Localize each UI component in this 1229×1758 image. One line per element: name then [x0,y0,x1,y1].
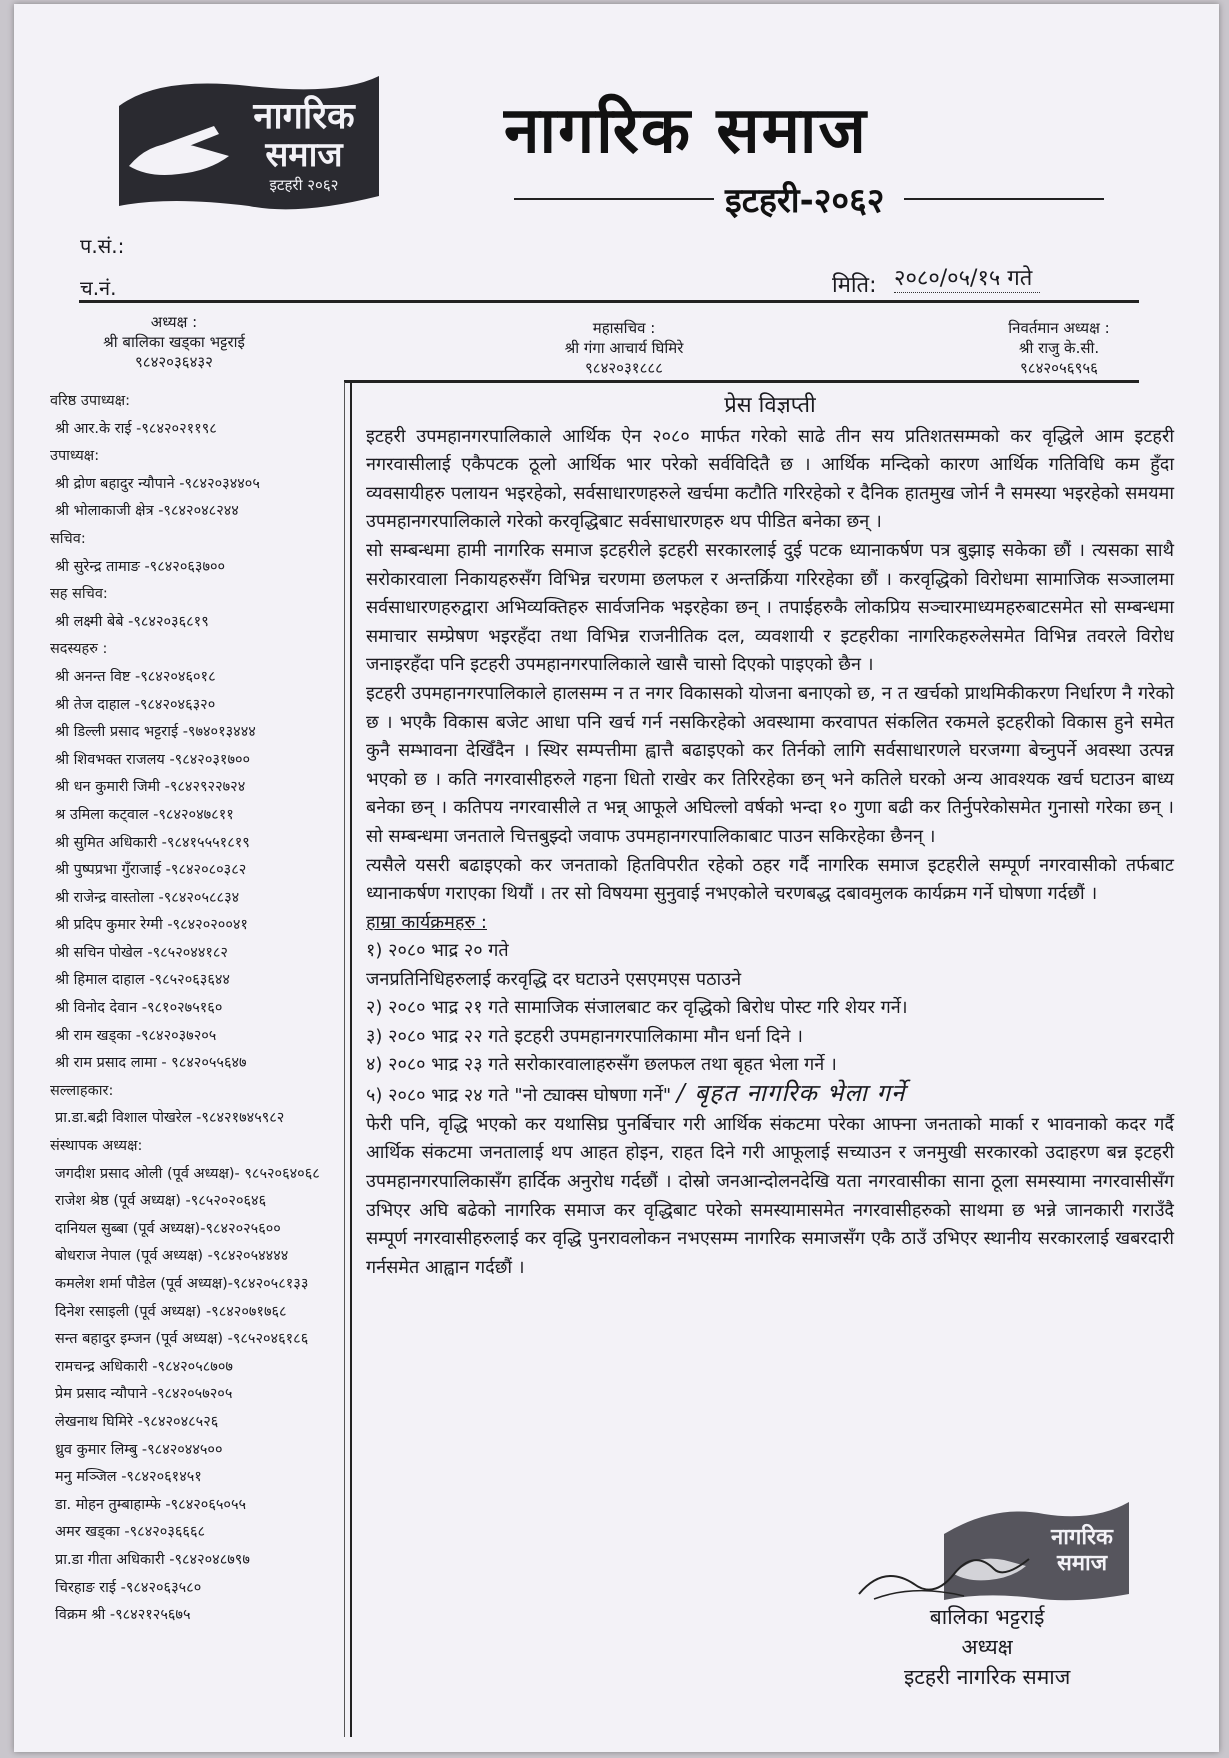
ref-number [80,232,124,259]
officer-role: निवर्तमान अध्यक्ष : [1008,319,1110,337]
sidebar-member: मनु मञ्जिल -९८४२०६१४५१ [55,1469,202,1486]
sidebar-member: कमलेश शर्मा पौडेल (पूर्व अध्यक्ष)-९८४२०५८१३३ [55,1276,309,1292]
program-5-handwritten-note: / बृहत नागरिक भेला गर्ने [676,1079,906,1108]
sidebar-member: अमर खड्का -९८४२०३६६६८ [55,1524,206,1541]
officer-name: श्री राजु के.सी. [1018,339,1100,357]
sidebar-member: श्री तेज दाहाल -९८४२०४६३२० [55,696,216,713]
sidebar-member: श्री पुष्पप्रभा गुँराजाई -९८४२०८०३८२ [55,862,247,879]
org-logo [99,66,399,216]
header-rule [79,300,1139,303]
sidebar-section-heading: सचिव: [50,530,86,547]
program-item-5 [366,1079,1174,1110]
sidebar-member: श्री धन कुमारी जिमी -९८४२९२२७२४ [55,779,246,796]
officer-role: महासचिव : [592,319,656,337]
program-item: २) २०८० भाद्र २१ गते सामाजिक संजालबाट कर वृद्धिको बिरोध पोस्ट गरि शेयर गर्ने। [366,997,908,1019]
sidebar-section-heading: उपाध्यक्ष: [50,448,100,465]
subtitle-rule-left [514,198,714,200]
sidebar-member: श्री सचिन पोखेल -९८५२०४४१८२ [55,944,228,961]
paragraph-4: त्यसैले यसरी बढाइएको कर जनताको हितविपरीत रहेको ठहर गर्दै नागरिक समाज इटहरीले सम्पूर्ण नगरवासीको तर्फबाट ध्यानाकर्षण गराएका थियौं । तर सो विषयमा सुनुवाई नभएकोले चरणबद्ध दबावमुलक कार्यक्रम गर्ने घोषणा गर्दछौं । [366,854,1174,905]
program-item: १) २०८० भाद्र २० गते [366,940,509,962]
sidebar-member: रामचन्द्र अधिकारी -९८४२०५८७०७ [55,1358,233,1375]
sidebar-member: सन्त बहादुर इम्जन (पूर्व अध्यक्ष) -९८५२०४६१८६ [55,1331,309,1348]
svg-text:नागरिक: नागरिक [1051,1525,1113,1550]
logo-text-1: नागरिक [253,96,355,137]
sidebar-member: श्री भोलाकाजी क्षेत्र -९८४२०४८२४४ [55,503,239,520]
press-title: प्रेस विज्ञप्ती [724,393,816,418]
svg-text:समाज: समाज [1056,1551,1108,1576]
sidebar-member: बोधराज नेपाल (पूर्व अध्यक्ष) -९८४२०५४४४४ [55,1248,289,1265]
sidebar-member: प्रेम प्रसाद न्यौपाने -९८४२०५७२०५ [55,1386,233,1403]
sidebar-member: दिनेश रसाइली (पूर्व अध्यक्ष) -९८४२०७१७६८ [55,1303,287,1320]
sidebar-member: ध्रुव कुमार लिम्बु -९८४२०४४५०० [55,1441,223,1458]
sidebar-member: श्री राम खड्का -९८४२०३७२०५ [55,1027,217,1044]
dispatch-number [80,274,117,301]
logo-text-2: समाज [265,135,343,175]
sidebar-member: श्र उमिला कट्वाल -९८४२०४७८११ [55,806,234,823]
press-release [366,392,1174,1282]
sidebar-member: श्री आर.के राई -९८४२०२११९८ [55,420,217,437]
sidebar-section-heading: संस्थापक अध्यक्ष: [50,1138,143,1155]
org-subtitle: इटहरी-२०६२ [719,176,890,222]
sidebar-member: दानियल सुब्बा (पूर्व अध्यक्ष)-९८४२०२५६०० [55,1220,281,1237]
sidebar-member: श्री अनन्त विष्ट -९८४२०४६०१८ [55,668,216,685]
ref-ps-label: प.सं.: [80,234,125,258]
signatory-org: इटहरी नागरिक समाज [904,1665,1071,1689]
subtitle-rule-right [904,198,1104,200]
sidebar-section-heading: सह सचिव: [50,586,108,603]
officer-outgoing-president [974,318,1144,378]
org-title: नागरिक समाज [504,94,868,168]
date-value: २०८०/०५/१५ गते [894,262,1040,293]
program-item: ३) २०८० भाद्र २२ गते इटहरी उपमहानगरपालिकामा मौन धर्ना दिने । [366,1025,803,1047]
sidebar-member: श्री शिवभक्त राजलय -९८४२०३१७०० [55,751,251,768]
sidebar-member: डा. मोहन तुम्बाहाम्फे -९८४२०६५०५५ [55,1496,247,1513]
officer-general-secretary [514,318,734,378]
closing-paragraph: फेरी पनि, वृद्धि भएको कर यथासिघ्र पुनर्बिचार गरी आर्थिक संकटमा परेका आफ्ना जनताको मार्का र भावनाको कदर गर्दै आर्थिक संकटमा जनतालाई थप आहत होइन, राहत दिने गरी आफूलाई सच्याउन र जनमुखी सरकारको उदाहरण बन्न इटहरी उपमहानगरपालिकासँग हार्दिक अनुरोध गर्दछौं । दोस्रो जनआन्दोलनदेखि यता नगरवासीका साना ठूला समस्यामा नगरवासीसँग उभिएर अघि बढेको नागरिक समाज कर वृद्धिबाट परेको समस्यामासमेत नगरवासीहरुको साथमा छ भन्ने जानकारी गराउँदै सम्पूर्ण नगरवासीहरुलाई कर वृद्धि पुनरावलोकन नभएसम्म नागरिक समाजसँग एकै ठाउँ उभिएर स्थानीय सरकारलाई खबरदारी गर्नसमेत आह्वान गर्दछौं । [366,1113,1174,1278]
sidebar-member: विक्रम श्री -९८४२१२५६७५ [55,1607,191,1624]
officer-name: श्री गंगा आचार्य घिमिरे [564,339,684,357]
sidebar-member: श्री राजेन्द्र वास्तोला -९८४२०५८८३४ [55,889,240,906]
signature [854,1544,1034,1604]
officer-phone: ९८४२०५६९५६ [1019,359,1098,377]
sidebar-section-heading: सदस्यहरु : [50,641,108,658]
program-item: जनप्रतिनिधिहरुलाई करवृद्धि दर घटाउने एसएमएस पठाउने [366,968,742,990]
officer-phone: ९८४२०३१८८८ [584,359,663,377]
sidebar-member: प्रा.डा गीता अधिकारी -९८४२०४८७९७ [55,1551,250,1568]
body-top-rule [344,380,1139,383]
officer-phone: ९८४२०३६४३२ [134,353,213,371]
program-5-text: ५) २०८० भाद्र २४ गते "नो ट्याक्स घोषणा गर्ने" [366,1085,672,1107]
letterhead-page [14,4,1219,1752]
signatory-role: अध्यक्ष [961,1635,1013,1659]
sidebar-section-heading: सल्लाहकार: [50,1082,114,1099]
sidebar-member: श्री विनोद देवान -९८१०२७५१६० [55,1000,223,1017]
logo-text-3: इटहरी २०६२ [269,176,339,194]
paragraph-3: इटहरी उपमहानगरपालिकाले हालसम्म न त नगर विकासको योजना बनाएको छ, न त खर्चको प्राथमिकीकरण निर्धारण नै गरेको छ । भएकै विकास बजेट आधा पनि खर्च गर्न नसकिरहेको अवस्थामा करवापत संकलित रकमले इटहरीको विकास हुने समेत कुनै सम्भावना देखिँदैन । स्थिर सम्पत्तीमा ह्वात्तै बढाइएको कर तिर्नको लागि सर्वसाधारणले घरजग्गा बेच्नुपर्ने अवस्था उत्पन्न भएको छ । कति नगरवासीहरुले गहना धितो राखेर कर तिरिरहेका छन् भने कतिले घरको अन्य आवश्यक खर्च घटाउन बाध्य बनेका छन् । कतिपय नगरवासीले त भन्न् आफूले अघिल्लो वर्षको भन्दा १० गुणा बढी कर तिर्नुपरेकोसमेत गुनासो गरेका छन् । सो सम्बन्धमा जनताले चित्तबुझ्दो जवाफ उपमहानगरपालिकाबाट पाउन सकिरहेका छैनन् । [366,682,1174,847]
sidebar-divider-inner [344,382,345,1737]
paragraph-2: सो सम्बन्धमा हामी नागरिक समाज इटहरीले इटहरी सरकारलाई दुई पटक ध्यानाकर्षण पत्र बुझाइ सकेका छौं । त्यसका साथै सरोकारवाला निकायहरुसँग विभिन्न चरणमा छलफल र अन्तर्क्रिया गरिरहेका छौं । करवृद्धिको विरोधमा सामाजिक सञ्जालमा सर्वसाधारणहरुद्वारा अभिव्यक्तिहरु सार्वजनिक भइरहेका छन् । तपाईहरुकै लोकप्रिय सञ्चारमाध्यमहरुबाटसमेत सो सम्बन्धमा समाचार सम्प्रेषण भइरहँदा तथा विभिन्न राजनीतिक दल, व्यवशायी र इटहरीका नागरिकहरुलेसमेत विभिन्न तवरले विरोध जनाइरहँदा पनि इटहरी उपमहानगरपालिकाले खासै चासो दिएको पाइएको छैन । [366,539,1174,676]
sidebar-member: श्री प्रदिप कुमार रेग्मी -९८४२०२००४१ [55,917,248,934]
program-item: ४) २०८० भाद्र २३ गते सरोकारवालाहरुसँग छलफल तथा बृहत भेला गर्ने । [366,1053,837,1075]
sidebar-member: प्रा.डा.बद्री विशाल पोखरेल -९८४२१७४५९८२ [55,1110,285,1127]
date-label: मिति: [832,273,877,298]
org-subtitle-block [514,176,1104,220]
sidebar-member: श्री सुरेन्द्र तामाङ -९८४२०६३७०० [55,558,226,575]
signatory-name: बालिका भट्टराई [929,1605,1045,1629]
programs-heading: हाम्रा कार्यक्रमहरु : [366,911,487,933]
sidebar-member: लेखनाथ घिमिरे -९८४२०४८५२६ [55,1413,219,1430]
officer-role: अध्यक्ष : [150,313,198,331]
sidebar-member: श्री हिमाल दाहाल -९८५२०६३६४४ [55,972,230,989]
sidebar-member: चिरहाङ राई -९८४२०६३५८० [55,1579,202,1596]
officer-name: श्री बालिका खड्का भट्टराई [103,333,245,351]
sidebar-member: श्री सुमित अधिकारी -९८४१५५५१८१९ [55,834,250,851]
paragraph-1: इटहरी उपमहानगरपालिकाले आर्थिक ऐन २०८० मार्फत गरेको साढे तीन सय प्रतिशतसम्मको कर वृद्धिले आम इटहरी नगरवासीलाई एकैपटक ठूलो आर्थिक भार परेको सर्वविदितै छ । आर्थिक मन्दिको कारण आर्थिक गतिविधि कम हुँदा व्यवसायीहरु पलायन भइरहेको, सर्वसाधारणहरुले खर्चमा कटौति गरिरहेको र दैनिक हातमुख जोर्न नै समस्या भइरहेको समयमा उपमहानगरपालिकाले गरेको करवृद्धिबाट सर्वसाधारणहरु थप पीडित बनेका छन् । [366,425,1174,533]
sidebar-member: श्री डिल्ली प्रसाद भट्टराई -९७४०१३४४४ [55,724,256,741]
ref-cn-label: च.नं. [80,276,117,300]
sidebar-member: श्री द्रोण बहादुर न्यौपाने -९८४२०३४४०५ [55,475,260,492]
sidebar-member: श्री राम प्रसाद लामा - ९८४२०५५६४७ [55,1055,247,1072]
sidebar-divider [350,382,352,1737]
sidebar-member: श्री लक्ष्मी बेबे -९८४२०३६८१९ [55,613,209,630]
officer-president [74,312,274,372]
members-sidebar [50,388,350,1630]
signatory-block [904,1602,1070,1692]
sidebar-section-heading: वरिष्ठ उपाध्यक्ष: [50,393,130,409]
sidebar-member: राजेश श्रेष्ठ (पूर्व अध्यक्ष) -९८५२०२०६४६ [55,1193,267,1210]
sidebar-member: जगदीश प्रसाद ओली (पूर्व अध्यक्ष)- ९८५२०६४०६८ [55,1165,320,1182]
